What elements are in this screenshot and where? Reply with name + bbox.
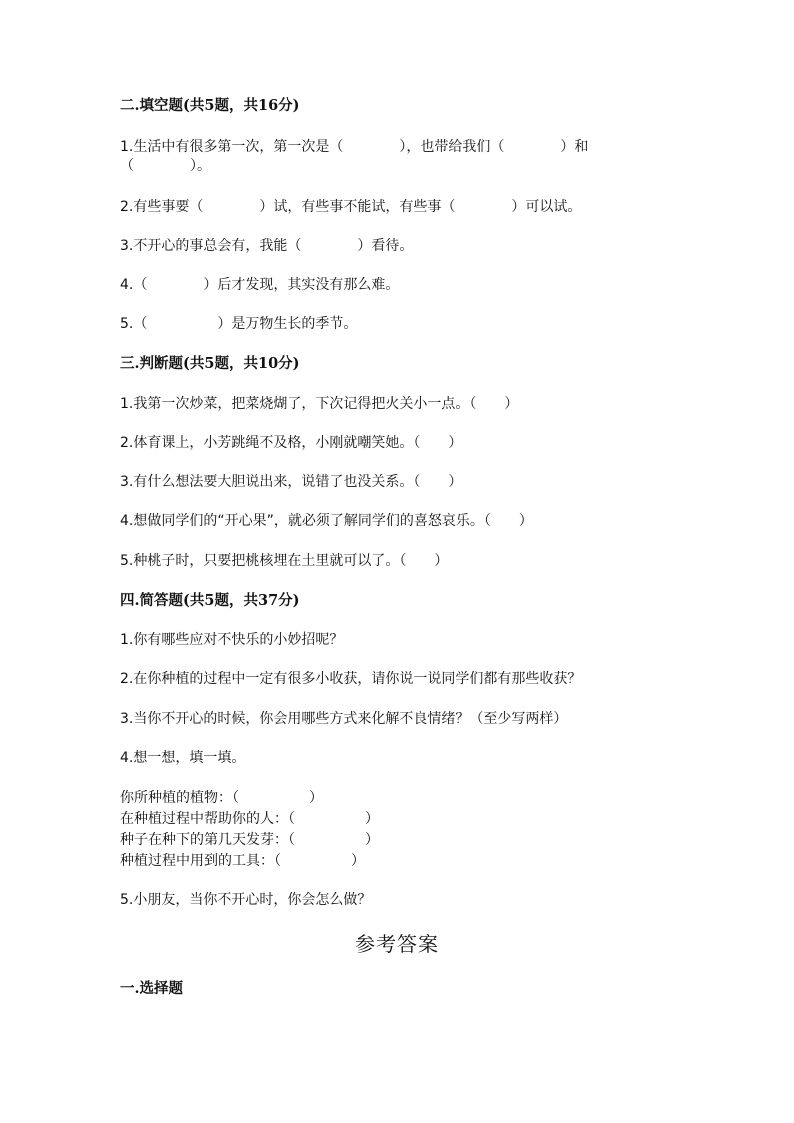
section-2-title: 二.填空题(共5题，共16分) xyxy=(120,97,300,114)
fill-question-4: 4.（ ）后才发现，其实没有那么难。 xyxy=(120,277,400,293)
answer-key-title: 参考答案 xyxy=(355,932,439,956)
short-question-4-fill-4: 种植过程中用到的工具：（ ） xyxy=(120,853,365,869)
judge-question-3: 3.有什么想法要大胆说出来，说错了也没关系。（ ） xyxy=(120,474,463,490)
short-question-4-fill-1: 你所种植的植物：（ ） xyxy=(120,790,323,806)
fill-question-5: 5.（ ）是万物生长的季节。 xyxy=(120,316,358,332)
answer-section-1-title: 一.选择题 xyxy=(120,980,184,997)
short-question-4-fill-3: 种子在种下的第几天发芽：（ ） xyxy=(120,832,379,848)
judge-question-4: 4.想做同学们的“开心果”，就必须了解同学们的喜怒哀乐。（ ） xyxy=(120,513,533,529)
short-question-4: 4.想一想，填一填。 xyxy=(120,750,246,766)
judge-question-5: 5.种桃子时，只要把桃核埋在土里就可以了。（ ） xyxy=(120,553,449,569)
judge-question-2: 2.体育课上，小芳跳绳不及格，小刚就嘲笑她。（ ） xyxy=(120,435,463,451)
short-question-5: 5.小朋友，当你不开心时，你会怎么做？ xyxy=(120,892,372,908)
fill-question-3: 3.不开心的事总会有，我能（ ）看待。 xyxy=(120,238,414,254)
fill-question-2: 2.有些事要（ ）试，有些事不能试，有些事（ ）可以试。 xyxy=(120,199,582,215)
section-4-title: 四.简答题(共5题，共37分) xyxy=(120,592,300,609)
section-3-title: 三.判断题(共5题，共10分) xyxy=(120,355,300,372)
short-question-4-fill-2: 在种植过程中帮助你的人：（ ） xyxy=(120,811,379,827)
short-question-1: 1.你有哪些应对不快乐的小妙招呢？ xyxy=(120,632,344,648)
judge-question-1: 1.我第一次炒菜，把菜烧煳了，下次记得把火关小一点。（ ） xyxy=(120,396,519,412)
short-question-2: 2.在你种植的过程中一定有很多小收获，请你说一说同学们都有那些收获？ xyxy=(120,671,582,687)
short-question-3: 3.当你不开心的时候，你会用哪些方式来化解不良情绪？（至少写两样） xyxy=(120,711,568,727)
fill-question-1-line-1: 1.生活中有很多第一次，第一次是（ ），也带给我们（ ）和 xyxy=(120,139,589,155)
fill-question-1-line-2: （ ）。 xyxy=(120,158,211,174)
